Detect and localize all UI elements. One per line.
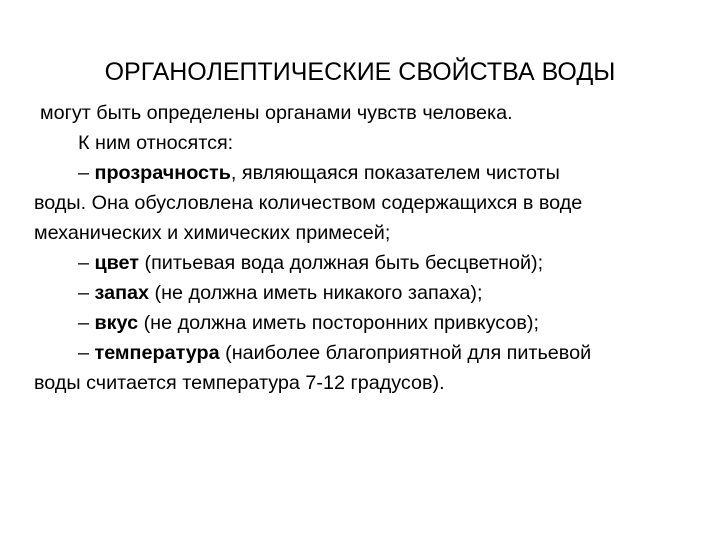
- item-smell: [34, 278, 714, 308]
- item-term: запах: [94, 282, 150, 304]
- item-term: прозрачность: [94, 162, 231, 184]
- item-text: (питьевая вода должная быть бесцветной);: [139, 252, 544, 274]
- item-text: , являющаяся показателем чистоты: [230, 162, 560, 184]
- item-text: (не должна иметь никакого запаха);: [149, 282, 483, 304]
- item-transparency-continuation: воды. Она обусловлена количеством содержащихся в воде: [34, 192, 583, 214]
- item-text: (наиболее благоприятной для питьевой: [219, 342, 592, 364]
- slide-title: ОРГАНОЛЕПТИЧЕСКИЕ СВОЙСТВА ВОДЫ: [104, 58, 616, 86]
- item-dash: –: [78, 162, 95, 184]
- item-dash: –: [78, 252, 95, 274]
- item-transparency-continuation: механических и химических примесей;: [34, 222, 391, 244]
- item-term: цвет: [94, 252, 139, 274]
- item-term: температура: [94, 342, 220, 364]
- item-taste: [34, 308, 714, 338]
- item-dash: –: [78, 312, 95, 334]
- item-dash: –: [78, 342, 95, 364]
- item-term: вкус: [94, 312, 139, 334]
- slide-body: [34, 98, 714, 398]
- item-transparency: [34, 158, 714, 188]
- item-temperature-continuation: воды считается температура 7-12 градусов).: [34, 372, 445, 394]
- item-dash: –: [78, 282, 95, 304]
- item-color: [34, 248, 714, 278]
- intro-line: могут быть определены органами чувств человека.: [40, 102, 513, 124]
- item-temperature: [34, 338, 714, 368]
- lead-line: К ним относятся:: [78, 132, 234, 154]
- item-text: (не должна иметь посторонних привкусов);: [138, 312, 539, 334]
